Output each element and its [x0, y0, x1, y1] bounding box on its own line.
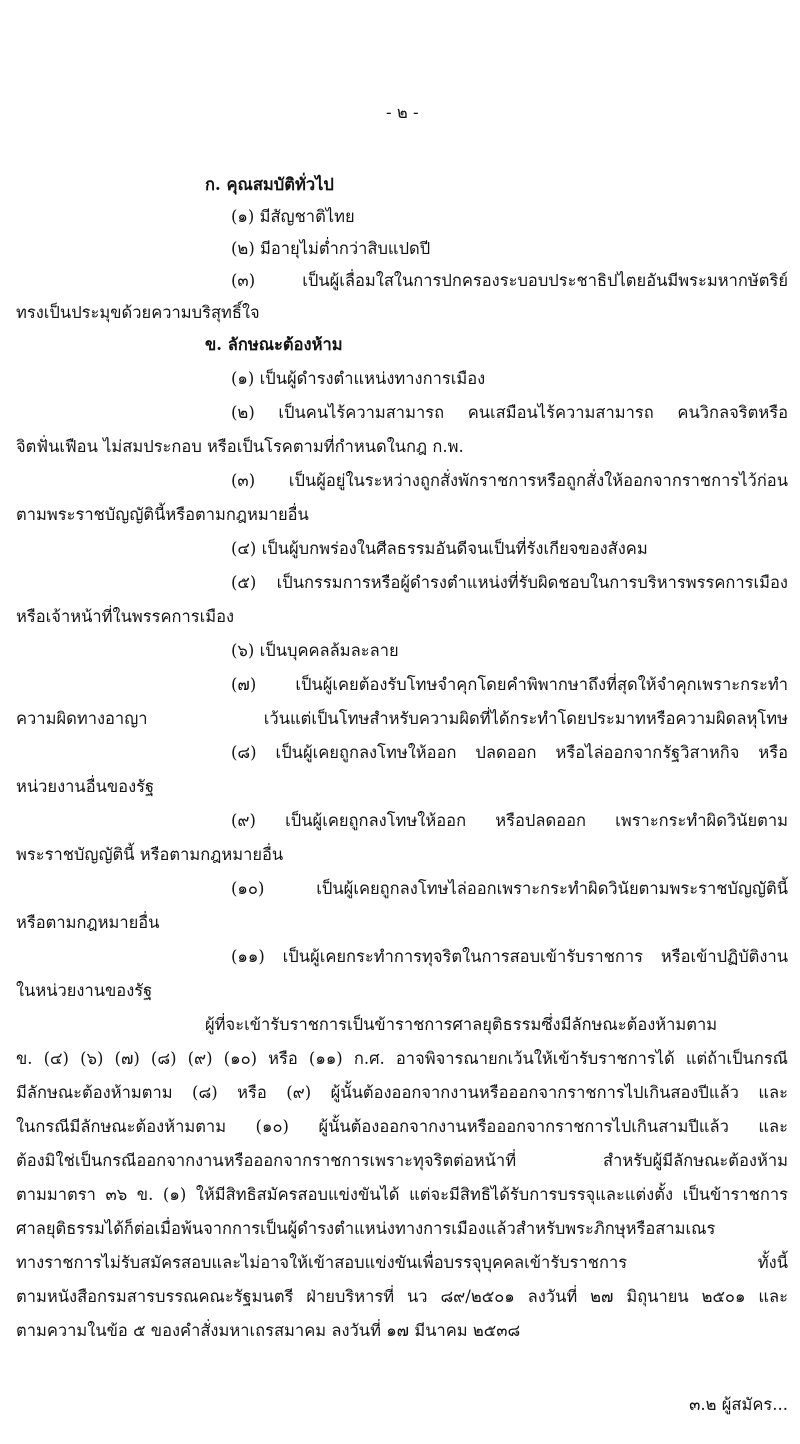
- prohibition-line: (๔) เป็นผู้บกพร่องในศีลธรรมอันดีจนเป็นที่รังเกียจของสังคม: [231, 539, 648, 558]
- prohibition-line: (๑๐) เป็นผู้เคยถูกลงโทษไล่ออกเพราะกระทำผิดวินัยตามพระราชบัญญัตินี้: [231, 879, 788, 898]
- exception-line: ต้องมิใช่เป็นกรณีออกจากงานหรือออกจากราชการเพราะทุจริตต่อหน้าที่ สำหรับผู้มีลักษณะต้องห้าม: [16, 1151, 788, 1170]
- prohibition-line: (๗) เป็นผู้เคยต้องรับโทษจำคุกโดยคำพิพากษาถึงที่สุดให้จำคุกเพราะกระทำ: [231, 675, 788, 694]
- exception-line: ตามหนังสือกรมสารบรรณคณะรัฐมนตรี ฝ่ายบริหารที่ นว ๘๙/๒๕๐๑ ลงวันที่ ๒๗ มิถุนายน ๒๕๐๑ และ: [16, 1287, 788, 1306]
- qualification-item-2: (๒) มีอายุไม่ต่ำกว่าสิบแปดปี: [231, 239, 431, 258]
- prohibition-line: หน่วยงานอื่นของรัฐ: [16, 777, 155, 796]
- prohibition-line: (๑๑) เป็นผู้เคยกระทำการทุจริตในการสอบเข้ารับราชการ หรือเข้าปฏิบัติงาน: [231, 947, 788, 966]
- prohibition-line: ในหน่วยงานของรัฐ: [16, 981, 153, 1000]
- prohibition-line: หรือเจ้าหน้าที่ในพรรคการเมือง: [16, 607, 235, 626]
- exception-line: ตามมาตรา ๓๖ ข. (๑) ให้มีสิทธิสมัครสอบแข่งขันได้ แต่จะมีสิทธิได้รับการบรรจุและแต่งตั้ง เป็นข้าราชการ: [16, 1185, 788, 1204]
- page-number: - ๒ -: [386, 103, 419, 122]
- prohibition-line: (๓) เป็นผู้อยู่ในระหว่างถูกสั่งพักราชการหรือถูกสั่งให้ออกจากราชการไว้ก่อน: [231, 471, 788, 490]
- exception-line: ศาลยุติธรรมได้ก็ต่อเมื่อพ้นจากการเป็นผู้ดำรงตำแหน่งทางการเมืองแล้วสำหรับพระภิกษุหรือสามเณร: [16, 1219, 716, 1238]
- continuation-marker: ๓.๒ ผู้สมัคร...: [689, 1395, 788, 1414]
- exception-line: ผู้ที่จะเข้ารับราชการเป็นข้าราชการศาลยุติธรรมซึ่งมีลักษณะต้องห้ามตาม: [205, 1015, 718, 1034]
- prohibition-line: (๕) เป็นกรรมการหรือผู้ดำรงตำแหน่งที่รับผิดชอบในการบริหารพรรคการเมือง: [231, 573, 788, 592]
- prohibition-line: (๒) เป็นคนไร้ความสามารถ คนเสมือนไร้ความสามารถ คนวิกลจริตหรือ: [231, 403, 788, 422]
- qualification-item-3: (๓) เป็นผู้เลื่อมใสในการปกครองระบอบประชาธิปไตยอันมีพระมหากษัตริย์: [231, 271, 788, 290]
- exception-line: ทางราชการไม่รับสมัครสอบและไม่อาจให้เข้าสอบแข่งขันเพื่อบรรจุบุคคลเข้ารับราชการ ทั้งนี้: [16, 1253, 788, 1272]
- exception-line: มีลักษณะต้องห้ามตาม (๘) หรือ (๙) ผู้นั้นต้องออกจากงานหรือออกจากราชการไปเกินสองปีแล้ว และ: [16, 1083, 788, 1102]
- exception-line: ข. (๔) (๖) (๗) (๘) (๙) (๑๐) หรือ (๑๑) ก.ศ. อาจพิจารณายกเว้นให้เข้ารับราชการได้ แต่ถ้าเป็นกรณี: [16, 1049, 788, 1068]
- qualification-item-3-cont: ทรงเป็นประมุขด้วยความบริสุทธิ์ใจ: [16, 303, 260, 322]
- qualifications-heading: ก. คุณสมบัติทั่วไป: [205, 175, 334, 194]
- exception-line: ในกรณีมีลักษณะต้องห้ามตาม (๑๐) ผู้นั้นต้องออกจากงานหรือออกจากราชการไปเกินสามปีแล้ว และ: [16, 1117, 788, 1136]
- prohibition-line: (๘) เป็นผู้เคยถูกลงโทษให้ออก ปลดออก หรือไล่ออกจากรัฐวิสาหกิจ หรือ: [231, 743, 788, 762]
- prohibition-line: (๖) เป็นบุคคลล้มละลาย: [231, 641, 399, 660]
- prohibition-line: ตามพระราชบัญญัตินี้หรือตามกฎหมายอื่น: [16, 505, 309, 524]
- prohibition-line: หรือตามกฎหมายอื่น: [16, 913, 160, 932]
- prohibition-line: (๑) เป็นผู้ดำรงตำแหน่งทางการเมือง: [231, 369, 486, 388]
- qualification-item-1: (๑) มีสัญชาติไทย: [231, 207, 355, 226]
- prohibition-line: พระราชบัญญัตินี้ หรือตามกฎหมายอื่น: [16, 845, 284, 864]
- prohibition-line: (๙) เป็นผู้เคยถูกลงโทษให้ออก หรือปลดออก เพราะกระทำผิดวินัยตาม: [231, 811, 788, 830]
- prohibition-line: ความผิดทางอาญา เว้นแต่เป็นโทษสำหรับความผิดที่ได้กระทำโดยประมาทหรือความผิดลหุโทษ: [16, 709, 788, 728]
- exception-line: ตามความในข้อ ๕ ของคำสั่งมหาเถรสมาคม ลงวันที่ ๑๗ มีนาคม ๒๕๓๘: [16, 1321, 521, 1340]
- prohibition-line: จิตฟั่นเฟือน ไม่สมประกอบ หรือเป็นโรคตามที่กำหนดในกฎ ก.พ.: [16, 437, 464, 456]
- prohibitions-heading: ข. ลักษณะต้องห้าม: [205, 335, 343, 354]
